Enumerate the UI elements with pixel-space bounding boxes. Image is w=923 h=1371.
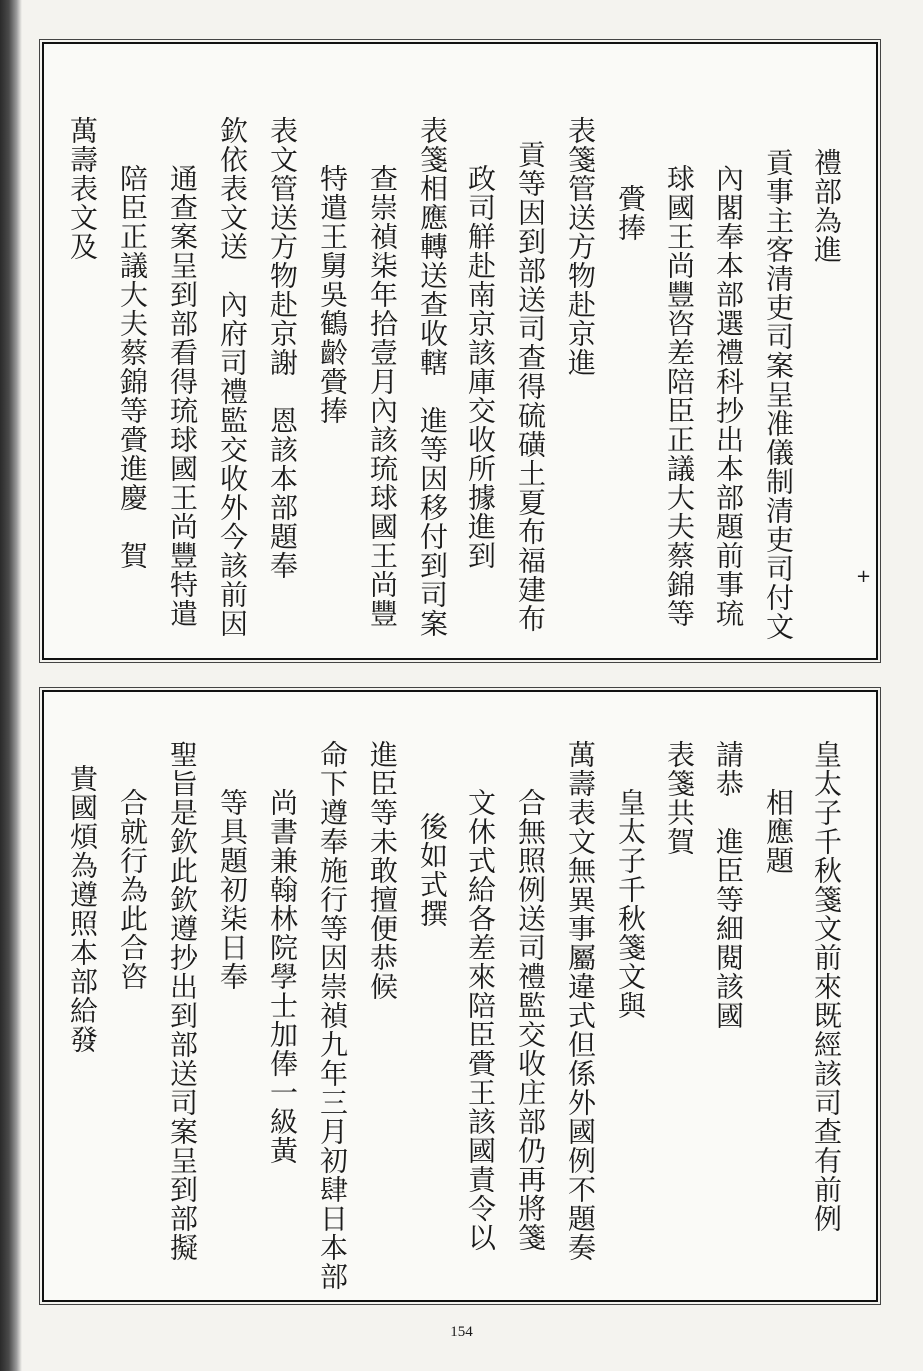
text-column: 貴國煩為遵照本部給發	[66, 764, 99, 1054]
page-number: 154	[450, 1324, 473, 1340]
text-column: 萬壽表文及	[66, 116, 99, 261]
text-column: 賫捧	[614, 184, 647, 242]
bottom-document-panel	[42, 690, 878, 1302]
text-column: 萬壽表文無異事屬違式但係外國例不題奏	[564, 740, 597, 1262]
text-column: 陪臣正議大夫蔡錦等賫進慶 賀	[116, 164, 149, 570]
text-column: 皇太子千秋箋文前來既經該司查有前例	[810, 740, 843, 1233]
text-column: 球國王尚豐咨差陪臣正議大夫蔡錦等	[663, 164, 696, 628]
text-column: 相應題	[762, 788, 795, 875]
text-column: 欽依表文送 內府司禮監交收外今該前因	[216, 116, 249, 638]
text-column: 貢事主客清吏司案呈准儀制清吏司付文	[762, 148, 795, 641]
top-document-panel	[42, 42, 878, 660]
text-column: 政司觧赴南京該庫交收所據進到	[464, 164, 497, 570]
text-column: 後如式撰	[416, 812, 449, 928]
text-column: 進臣等未敢擅便恭候	[366, 740, 399, 1001]
text-column: 表箋相應轉送查收轄 進等因移付到司案	[416, 116, 449, 638]
book-spine-shadow	[0, 0, 22, 1371]
text-column: 聖旨是欽此欽遵抄出到部送司案呈到部擬	[166, 740, 199, 1262]
text-column: 文休式給各差來陪臣賫王該國責令以	[464, 788, 497, 1252]
text-column: 合就行為此合咨	[116, 788, 149, 991]
text-column: 命下遵奉施行等因崇禎九年三月初肆日本部	[316, 740, 349, 1291]
text-column: 內閣奉本部選禮科抄出本部題前事琉	[712, 164, 745, 628]
text-column: 等具題初柒日奉	[216, 788, 249, 991]
text-column: 請恭 進臣等細閱該國	[712, 740, 745, 1030]
text-column: 通查案呈到部看得琉球國王尚豐特遣	[166, 164, 199, 628]
text-column: 合無照例送司禮監交收庄部仍再將箋	[514, 788, 547, 1252]
text-column: 表文管送方物赴京謝 恩該本部題奉	[266, 116, 299, 580]
text-column: 特遣王舅吳鶴齡賫捧	[316, 164, 349, 425]
margin-mark: +	[856, 566, 872, 587]
text-column: 皇太子千秋箋文與	[614, 788, 647, 1020]
text-column: 禮部為進	[810, 148, 843, 264]
text-column: 尚書兼翰林院學士加俸一級黃	[266, 788, 299, 1165]
text-column: 貢等因到部送司查得硫磺土夏布福建布	[514, 140, 547, 633]
text-column: 表箋管送方物赴京進	[564, 116, 597, 377]
text-column: 查崇禎柒年拾壹月內該琉球國王尚豐	[366, 164, 399, 628]
text-column: 表箋共賀	[663, 740, 696, 856]
